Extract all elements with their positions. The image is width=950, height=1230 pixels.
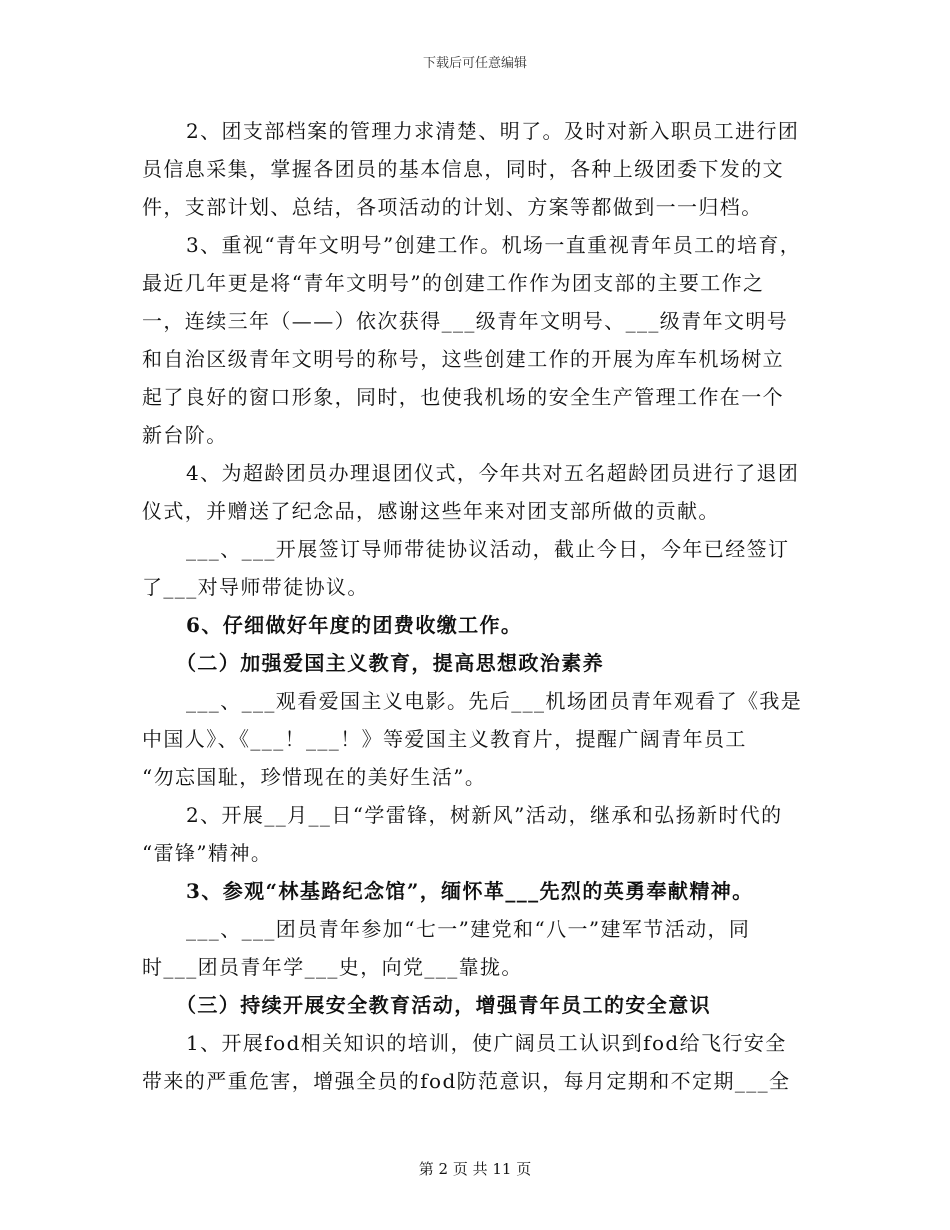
section-heading: （三）持续开展安全教育活动，增强青年员工的安全意识	[176, 993, 711, 1017]
paragraph-line: 仪式，并赠送了纪念品，感谢这些年来对团支部所做的贡献。	[142, 499, 720, 523]
paragraph-line: “勿忘国耻，珍惜现在的美好生活”。	[142, 765, 487, 789]
paragraph-line: 和自治区级青年文明号的称号，这些创建工作的开展为库车机场树立	[142, 347, 784, 371]
paragraph-line: 3、重视“青年文明号”创建工作。机场一直重视青年员工的培育，	[186, 233, 802, 257]
paragraph-line: 件，支部计划、总结，各项活动的计划、方案等都做到一一归档。	[142, 195, 763, 219]
paragraph-line: 4、为超龄团员办理退团仪式，今年共对五名超龄团员进行了退团	[186, 461, 800, 485]
paragraph-line: ___、___观看爱国主义电影。先后___机场团员青年观看了《我是	[186, 689, 803, 713]
page-header: 下载后可任意编辑	[422, 56, 527, 71]
page-footer: 第 2 页 共 11 页	[418, 1160, 532, 1178]
paragraph-line: “雷锋”精神。	[142, 841, 273, 865]
paragraph-line: 了___对导师带徒协议。	[142, 575, 369, 599]
bold-item-line: 6、仔细做好年度的团费收缴工作。	[186, 613, 523, 637]
document-body	[142, 112, 810, 1100]
paragraph-line: 1、开展fod相关知识的培训，使广阔员工认识到fod给飞行安全	[186, 1031, 787, 1055]
paragraph-line: 中国人》、《___！___！》等爱国主义教育片，提醒广阔青年员工	[142, 727, 747, 751]
paragraph-line: 新台阶。	[142, 423, 228, 447]
paragraph-line: 2、开展__月__日“学雷锋，树新风”活动，继承和弘扬新时代的	[186, 803, 783, 827]
paragraph-line: 最近几年更是将“青年文明号”的创建工作作为团支部的主要工作之	[142, 271, 765, 295]
paragraph-line: 员信息采集，掌握各团员的基本信息，同时，各种上级团委下发的文	[142, 157, 784, 181]
paragraph-line: 带来的严重危害，增强全员的fod防范意识，每月定期和不定期___全	[142, 1069, 791, 1093]
paragraph-line: 起了良好的窗口形象，同时，也使我机场的安全生产管理工作在一个	[142, 385, 784, 409]
paragraph-line: ___、___开展签订导师带徒协议活动，截止今日，今年已经签订	[186, 537, 790, 561]
section-heading: （二）加强爱国主义教育，提高思想政治素养	[176, 651, 604, 675]
paragraph-line: ___、___团员青年参加“七一”建党和“八一”建军节活动，同	[186, 917, 751, 941]
paragraph-line: 时___团员青年学___史，向党___靠拢。	[142, 955, 523, 979]
bold-item-line: 3、参观“林基路纪念馆”，缅怀革___先烈的英勇奉献精神。	[186, 879, 754, 903]
paragraph-line: 一，连续三年（——）依次获得___级青年文明号、___级青年文明号	[142, 309, 789, 333]
paragraph-line: 2、团支部档案的管理力求清楚、明了。及时对新入职员工进行团	[186, 119, 800, 143]
